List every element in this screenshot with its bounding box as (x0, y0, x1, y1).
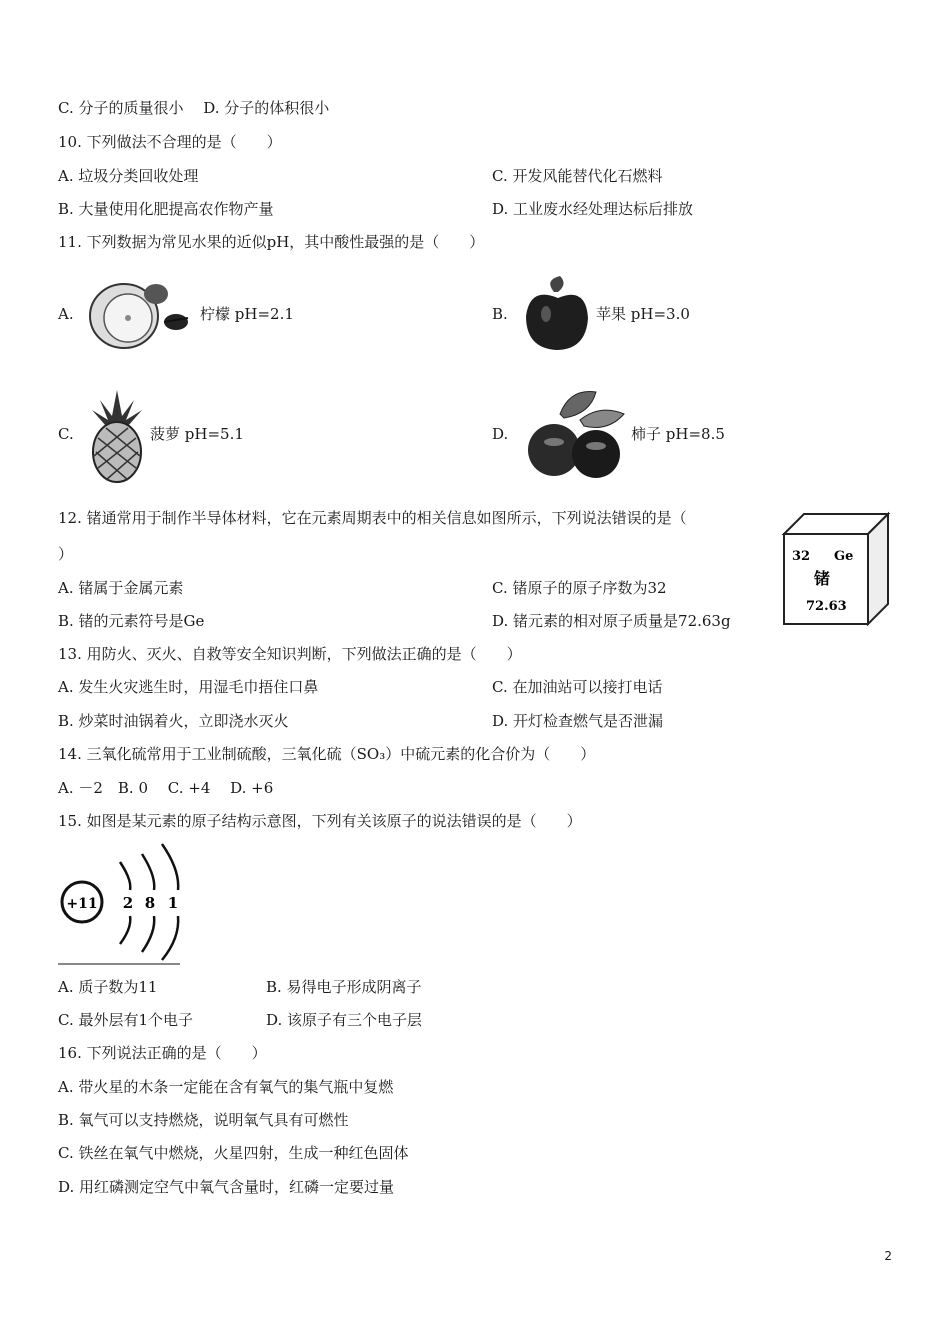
nucleus-charge: +11 (66, 896, 98, 912)
q11-option-a-label: 柠檬 pH=2.1 (200, 305, 294, 323)
q13-option-a: A. 发生火灾逃生时，用湿毛巾捂住口鼻 (58, 678, 319, 696)
q16-option-c: C. 铁丝在氧气中燃烧，火星四射，生成一种红色固体 (58, 1144, 409, 1162)
q10-option-c: C. 开发风能替代化石燃料 (492, 167, 663, 185)
q11-option-d-letter: D. (492, 425, 509, 443)
q12-option-a: A. 锗属于金属元素 (58, 579, 184, 597)
element-mass: 72.63 (806, 599, 847, 614)
q16-option-d: D. 用红磷测定空气中氧气含量时，红磷一定要过量 (58, 1178, 395, 1196)
q12-stem-end: ） (58, 545, 74, 563)
q11-option-c-label: 菠萝 pH=5.1 (150, 425, 244, 443)
q16-option-b: B. 氧气可以支持燃烧，说明氧气具有可燃性 (58, 1111, 349, 1129)
element-name: 锗 (814, 569, 831, 588)
lemon-image (84, 272, 199, 356)
pineapple-image (86, 388, 148, 484)
q12-option-d: D. 锗元素的相对原子质量是72.63g (492, 612, 731, 630)
germanium-element-card (780, 510, 892, 626)
q12-option-b: B. 锗的元素符号是Ge (58, 612, 205, 630)
q10-option-b: B. 大量使用化肥提高农作物产量 (58, 200, 274, 218)
q9-option-c: C. 分子的质量很小 (58, 99, 184, 117)
q13-stem: 13. 用防火、灭火、自救等安全知识判断，下列做法正确的是（ ） (58, 645, 522, 663)
element-number: 32 (792, 549, 811, 564)
q11-option-b-label: 苹果 pH=3.0 (596, 305, 690, 323)
q13-option-c: C. 在加油站可以接打电话 (492, 678, 663, 696)
persimmon-image (520, 384, 630, 484)
atom-structure-diagram (58, 840, 182, 966)
page-number: 2 (884, 1249, 892, 1263)
apple-image (520, 270, 595, 356)
q11-option-d-label: 柿子 pH=8.5 (631, 425, 725, 443)
q15-option-c: C. 最外层有1个电子 (58, 1011, 194, 1029)
q12-stem: 12. 锗通常用于制作半导体材料，它在元素周期表中的相关信息如图所示，下列说法错误的是（ (58, 509, 687, 527)
q9-option-d: D. 分子的体积很小 (203, 99, 330, 117)
q15-option-a: A. 质子数为11 (58, 978, 158, 996)
q15-stem: 15. 如图是某元素的原子结构示意图，下列有关该原子的说法错误的是（ ） (58, 812, 582, 830)
q12-option-c: C. 锗原子的原子序数为32 (492, 579, 667, 597)
q10-stem: 10. 下列做法不合理的是（ ） (58, 133, 282, 151)
q10-option-d: D. 工业废水经处理达标后排放 (492, 200, 694, 218)
q9-options (58, 98, 329, 118)
q13-option-b: B. 炒菜时油锅着火，立即浇水灭火 (58, 712, 289, 730)
q11-stem: 11. 下列数据为常见水果的近似pH，其中酸性最强的是（ ） (58, 233, 485, 251)
q16-stem: 16. 下列说法正确的是（ ） (58, 1044, 267, 1062)
q11-option-a-letter: A. (58, 305, 74, 323)
element-symbol: Ge (834, 549, 854, 564)
q11-option-b-letter: B. (492, 305, 508, 323)
q11-option-c-letter: C. (58, 425, 74, 443)
q15-option-d: D. 该原子有三个电子层 (266, 1011, 423, 1029)
q16-option-a: A. 带火星的木条一定能在含有氧气的集气瓶中复燃 (58, 1078, 394, 1096)
q14-stem: 14. 三氧化硫常用于工业制硫酸，三氧化硫（SO₃）中硫元素的化合价为（ ） (58, 745, 596, 763)
q13-option-d: D. 开灯检查燃气是否泄漏 (492, 712, 664, 730)
shell-3-count: 1 (167, 894, 179, 912)
q10-option-a: A. 垃圾分类回收处理 (58, 167, 199, 185)
shell-1-count: 2 (122, 894, 134, 912)
shell-2-count: 8 (144, 894, 156, 912)
q15-option-b: B. 易得电子形成阴离子 (266, 978, 422, 996)
q14-options: A. －2 B. 0 C. +4 D. +6 (58, 779, 274, 797)
